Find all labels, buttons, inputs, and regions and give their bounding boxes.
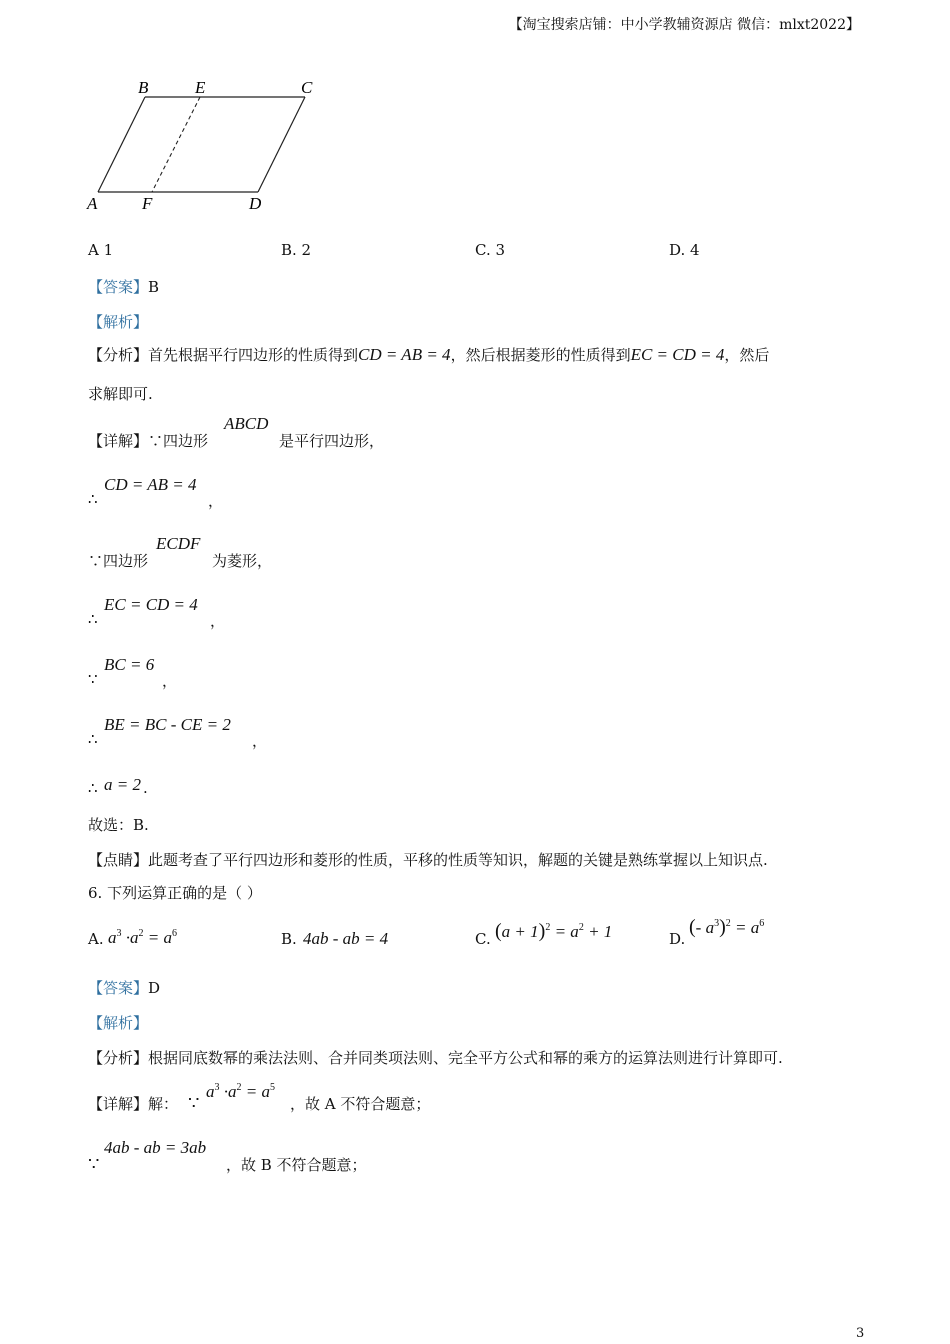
fenxi-tag: 【分析】 [88, 1049, 149, 1067]
q6-xiangjie-line2-post: ，故 B 不符合题意； [226, 1156, 367, 1174]
q5-fenxi-line2: 求解即可. [88, 385, 153, 403]
q5-step1-pre: 【详解】∵四边形 [88, 432, 209, 450]
because-symbol: ∵ [88, 1154, 100, 1175]
math-step4: EC = CD = 4 [104, 595, 198, 614]
answer-value: B [148, 278, 160, 296]
label-d: D [249, 194, 262, 213]
q5-option-d: D. 4 [669, 241, 700, 259]
math-ecdf: ECDF [156, 534, 201, 553]
parallelogram-figure [80, 70, 340, 220]
q6-option-d-label: D. [669, 930, 686, 948]
q5-step3-pre: ∵四边形 [88, 552, 149, 570]
therefore-symbol: ∴ [88, 779, 98, 797]
math-xj2: 4ab - ab = 3ab [104, 1138, 207, 1157]
label-b: B [138, 78, 149, 97]
edge-cd [258, 97, 305, 192]
xiangjie-tag: 【详解】 [88, 1095, 149, 1113]
q5-step3-post: 为菱形， [212, 552, 273, 570]
q6-option-a-label: A. [88, 930, 104, 948]
q6-stem: 6. 下列运算正确的是（ ） [88, 884, 262, 902]
q5-step1-post: 是平行四边形， [279, 432, 385, 450]
edge-ef-dashed [152, 97, 200, 192]
because-symbol: ∵ [88, 670, 98, 688]
math-step6: BE = BC - CE = 2 [104, 715, 231, 734]
q6-option-b-math: 4ab - ab = 4 [303, 929, 389, 948]
q6-option-d-math: (- $a^3)^2 = a^6$ [689, 916, 765, 938]
label-a: A [87, 194, 98, 213]
math-xj1: $a^3 \cdot a^2 = a^5$ [206, 1082, 275, 1101]
fenxi-tag: 【分析】 [88, 346, 149, 364]
math-step5: BC = 6 [104, 655, 155, 674]
page-number: 3 [856, 1326, 865, 1341]
math-step2: CD = AB = 4 [104, 475, 197, 494]
xiangjie-tag: 【详解】 [88, 432, 149, 450]
q6-option-c-math: $(a + 1)^2 = a^2 + 1$ [495, 920, 613, 942]
q5-analysis-tag: 【解析】 [88, 313, 149, 331]
therefore-symbol: ∴ [88, 490, 98, 508]
dianjing-tag: 【点睛】 [88, 851, 149, 869]
math-ec-cd: EC = CD = 4 [630, 345, 725, 364]
q6-option-a-math: $a^3 \cdot a^2 = a^6$ [108, 928, 177, 947]
edge-ab [98, 97, 145, 192]
label-f: F [142, 194, 153, 213]
q6-fenxi: 【分析】根据同底数幂的乘法法则、合并同类项法则、完全平方公式和幂的乘方的运算法则进行计算即可. [88, 1049, 783, 1067]
q5-choose: 故选：B. [88, 816, 149, 834]
q5-option-c: C. 3 [475, 241, 506, 259]
because-symbol: ∵ [188, 1093, 200, 1114]
q6-xiangjie-line1: 【详解】解： [88, 1095, 179, 1113]
q5-answer-line [88, 276, 159, 297]
q6-answer-line [88, 977, 160, 998]
label-c: C [301, 78, 313, 97]
answer-tag: 【答案】 [88, 979, 149, 997]
math-cd-ab: CD = AB = 4 [358, 345, 451, 364]
therefore-symbol: ∴ [88, 610, 98, 628]
math-step7: a = 2 [104, 775, 141, 794]
q5-option-b: B. 2 [281, 241, 312, 259]
answer-value: D [148, 979, 161, 997]
label-e: E [195, 78, 206, 97]
q5-fenxi-line1: 【分析】首先根据平行四边形的性质得到CD = AB = 4，然后根据菱形的性质得到EC = CD = 4，然后 [88, 345, 770, 364]
answer-tag: 【答案】 [88, 278, 149, 296]
math-abcd: ABCD [224, 414, 269, 433]
q6-xiangjie-line1-post: ，故 A 不符合题意； [290, 1095, 431, 1113]
q5-option-a: A 1 [88, 241, 114, 259]
page-header: 【淘宝搜索店铺：中小学教辅资源店 微信：mlxt2022】 [508, 17, 860, 33]
q5-dianjing: 【点睛】此题考查了平行四边形和菱形的性质，平移的性质等知识，解题的关键是熟练掌握以上知识点. [88, 851, 768, 869]
q6-option-c-label: C. [475, 930, 491, 948]
q6-analysis-tag: 【解析】 [88, 1014, 149, 1032]
therefore-symbol: ∴ [88, 730, 98, 748]
q6-option-b-label: B. [281, 930, 297, 948]
